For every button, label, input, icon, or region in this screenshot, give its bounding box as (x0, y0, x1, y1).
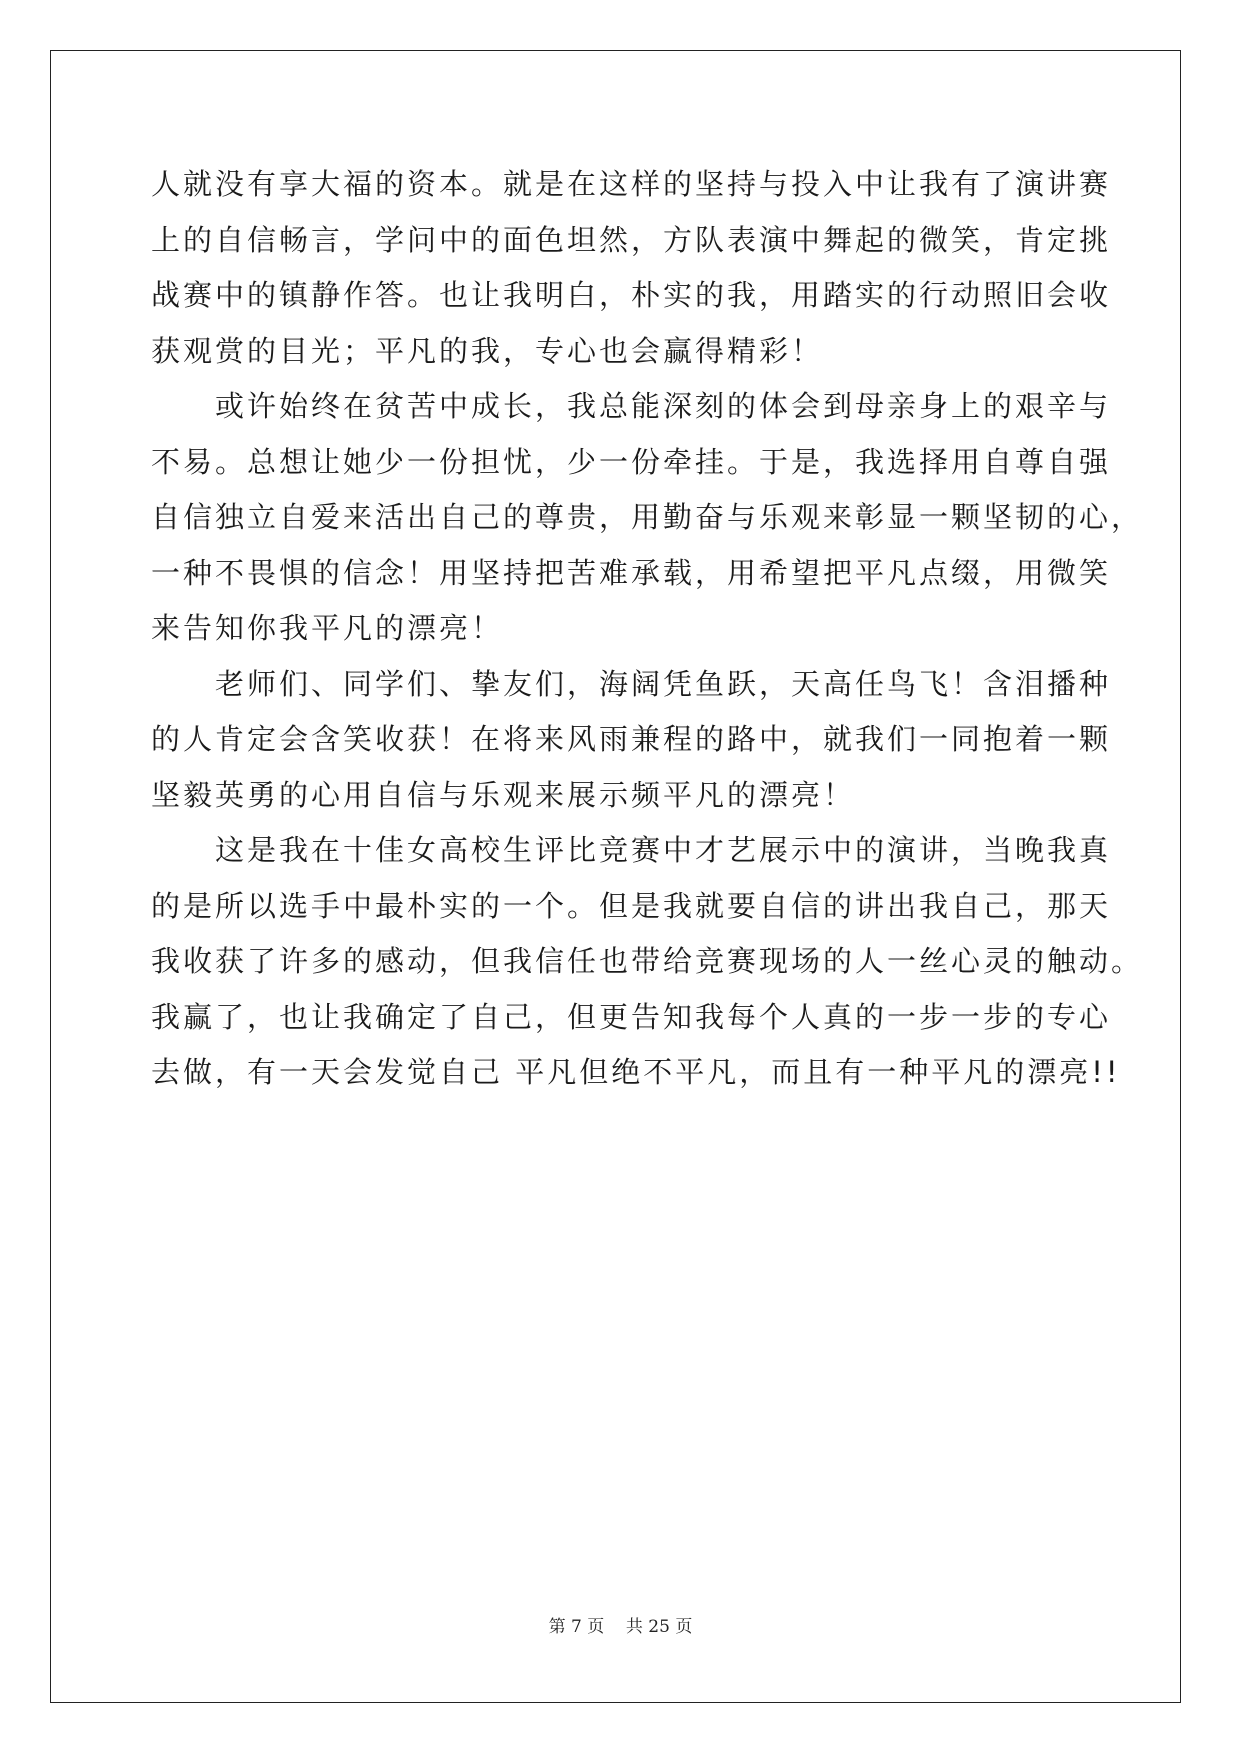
text-line: 自信独立自爱来活出自己的尊贵，用勤奋与乐观来彰显一颗坚韧的心， (151, 500, 1144, 534)
text-line: 战赛中的镇静作答。也让我明白，朴实的我，用踏实的行动照旧会收 (151, 278, 1112, 312)
text-line: 老师们、同学们、挚友们，海阔凭鱼跃，天高任鸟飞！含泪播种 (151, 667, 1112, 701)
text-line: 这是我在十佳女高校生评比竞赛中才艺展示中的演讲，当晚我真 (151, 833, 1112, 867)
text-line: 的是所以选手中最朴实的一个。但是我就要自信的讲出我自己，那天 (151, 889, 1112, 923)
text-line: 的人肯定会含笑收获！在将来风雨兼程的路中，就我们一同抱着一颗 (151, 722, 1112, 756)
text-line: 坚毅英勇的心用自信与乐观来展示频平凡的漂亮！ (151, 778, 856, 812)
text-line: 或许始终在贫苦中成长，我总能深刻的体会到母亲身上的艰辛与 (151, 389, 1112, 423)
text-line: 一种不畏惧的信念！用坚持把苦难承载，用希望把平凡点缀，用微笑 (151, 556, 1112, 590)
text-line: 来告知你我平凡的漂亮！ (151, 611, 504, 645)
text-line: 我赢了，也让我确定了自己，但更告知我每个人真的一步一步的专心 (151, 1000, 1112, 1034)
text-line: 上的自信畅言，学问中的面色坦然，方队表演中舞起的微笑，肯定挑 (151, 223, 1112, 257)
text-line: 去做，有一天会发觉自己 平凡但绝不平凡，而且有一种平凡的漂亮!! (151, 1055, 1121, 1089)
text-line: 不易。总想让她少一份担忧，少一份牵挂。于是，我选择用自尊自强 (151, 445, 1112, 479)
page-number-footer: 第 7 页 共 25 页 (548, 1617, 693, 1637)
text-line: 我收获了许多的感动，但我信任也带给竞赛现场的人一丝心灵的触动。 (151, 944, 1144, 978)
text-line: 获观赏的目光；平凡的我，专心也会赢得精彩！ (151, 334, 824, 368)
text-line: 人就没有享大福的资本。就是在这样的坚持与投入中让我有了演讲赛 (151, 167, 1112, 201)
